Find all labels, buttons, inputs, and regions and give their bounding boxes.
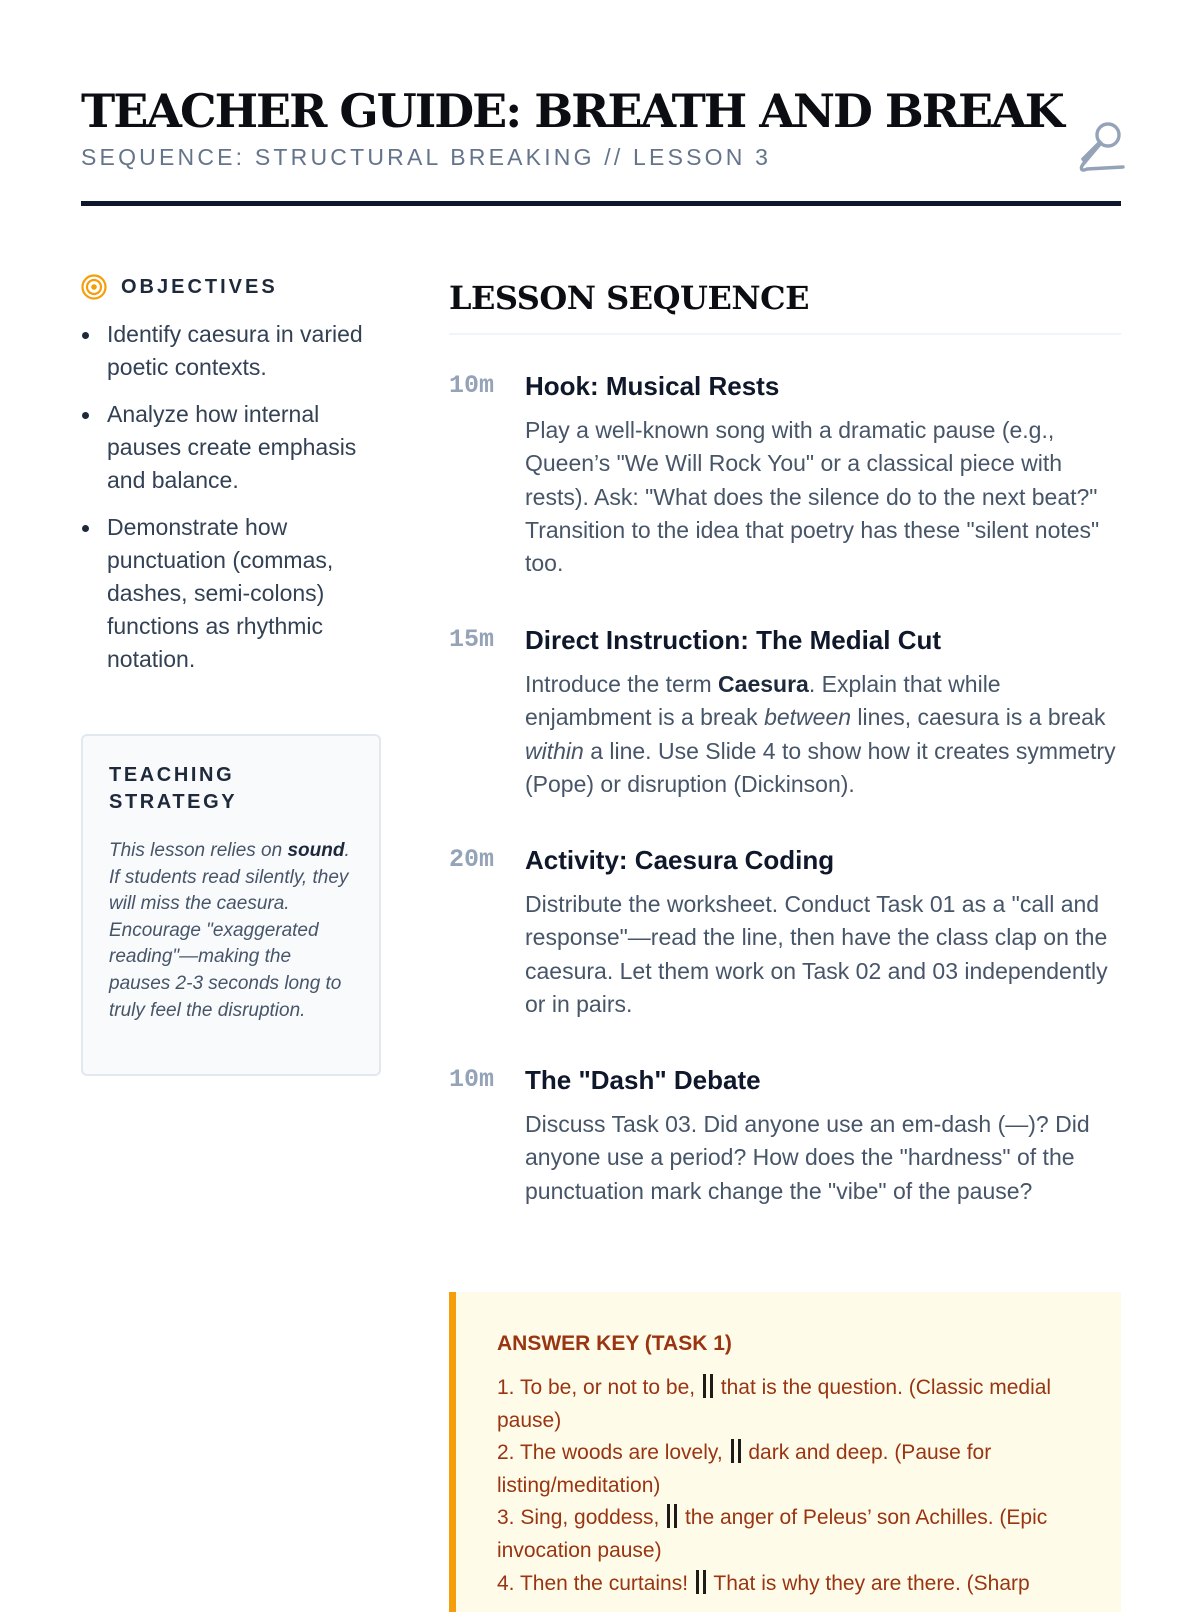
answer-text: 4. Then the curtains! bbox=[497, 1571, 689, 1595]
step-heading: Hook: Musical Rests bbox=[525, 371, 780, 401]
objective-item: Demonstrate how punctuation (commas, dashes, semi-colons) functions as rhythmic notation. bbox=[81, 511, 381, 676]
emphasis-within: within bbox=[525, 737, 584, 764]
strategy-label: TEACHING STRATEGY bbox=[109, 764, 238, 813]
objective-item: Analyze how internal pauses create emphasis and balance. bbox=[81, 398, 381, 497]
answer-line bbox=[497, 1502, 1091, 1567]
step-description bbox=[525, 668, 1125, 801]
step-description: Play a well-known song with a dramatic pause (e.g., Queen’s "We Will Rock You" or a classical piece with rests). Ask: "What does the silence do to the next beat?" Transition to the idea that poetry has these "silent notes" too. bbox=[525, 417, 1100, 577]
objectives-list bbox=[81, 318, 381, 690]
answer-line bbox=[497, 1437, 1091, 1502]
strategy-text-part: This lesson relies on bbox=[109, 840, 288, 861]
answer-text: 3. Sing, goddess, bbox=[497, 1506, 660, 1530]
answer-key-callout bbox=[449, 1292, 1121, 1612]
caesura-mark-icon bbox=[696, 1570, 706, 1594]
step-text-part: . Explain that while enjambment is a break bbox=[525, 671, 1001, 731]
step-duration: 10m bbox=[449, 1065, 495, 1094]
answer-text: the anger of Peleus’ son Achilles. (Epic invocation pause) bbox=[497, 1506, 1048, 1562]
sequence-divider bbox=[449, 333, 1121, 335]
step-duration: 20m bbox=[449, 845, 495, 874]
answer-text: that is the question. (Classic medial pause) bbox=[497, 1376, 1052, 1432]
answer-text: 1. To be, or not to be, bbox=[497, 1376, 696, 1399]
step-duration: 15m bbox=[449, 625, 495, 654]
step-heading: The "Dash" Debate bbox=[525, 1065, 761, 1095]
objective-item: Identify caesura in varied poetic contexts. bbox=[81, 318, 381, 384]
page-title: TEACHER GUIDE: BREATH AND BREAK bbox=[81, 84, 1063, 138]
caesura-mark-icon bbox=[731, 1439, 741, 1463]
lesson-sequence-title: LESSON SEQUENCE bbox=[449, 279, 809, 317]
page-subtitle: SEQUENCE: STRUCTURAL BREAKING // LESSON 3 bbox=[81, 144, 772, 170]
step-heading: Direct Instruction: The Medial Cut bbox=[525, 625, 942, 655]
objectives-label: OBJECTIVES bbox=[121, 275, 278, 298]
answer-text: That is why they are there. (Sharp bbox=[713, 1571, 1030, 1595]
step-text-part: lines, caesura is a break bbox=[851, 704, 1106, 731]
term-caesura: Caesura bbox=[718, 671, 809, 697]
step-description: Distribute the worksheet. Conduct Task 01 as a "call and response"—read the line, then have the class clap on the caesura. Let them work on Task 02 and 03 independently or in pairs. bbox=[525, 891, 1108, 1017]
answer-line bbox=[497, 1568, 1091, 1601]
step-text-part: a line. Use Slide 4 to show how it creates symmetry (Pope) or disruption (Dickinson). bbox=[525, 737, 1116, 797]
objectives-header bbox=[81, 272, 278, 302]
step-duration: 10m bbox=[449, 371, 495, 400]
answer-text: dark and deep. (Pause for listing/meditation) bbox=[497, 1441, 992, 1497]
strategy-text-part: . If students read silently, they will miss the caesura. Encourage "exaggerated reading"—making the pauses 2-3 seconds long to truly feel the disruption. bbox=[109, 840, 350, 1021]
step-text-part: Introduce the term bbox=[525, 671, 719, 697]
caesura-mark-icon bbox=[667, 1504, 677, 1528]
microphone-icon bbox=[1075, 120, 1125, 174]
answer-line bbox=[497, 1372, 1091, 1437]
target-icon bbox=[81, 274, 107, 300]
answer-key-label: ANSWER KEY (TASK 1) bbox=[497, 1332, 732, 1355]
emphasis-between: between bbox=[764, 704, 852, 731]
step-heading: Activity: Caesura Coding bbox=[525, 845, 835, 875]
strategy-text bbox=[109, 838, 353, 1024]
teaching-strategy-card bbox=[81, 734, 381, 1076]
answer-text: 2. The woods are lovely, bbox=[497, 1441, 723, 1465]
step-description: Discuss Task 03. Did anyone use an em-dash (—)? Did anyone use a period? How does the "hardness" of the punctuation mark change the "vibe" of the pause? bbox=[525, 1111, 1090, 1204]
caesura-mark-icon bbox=[703, 1374, 713, 1398]
header-divider bbox=[81, 201, 1121, 206]
answer-key-list bbox=[497, 1372, 1091, 1600]
strategy-emphasis: sound bbox=[287, 840, 345, 861]
